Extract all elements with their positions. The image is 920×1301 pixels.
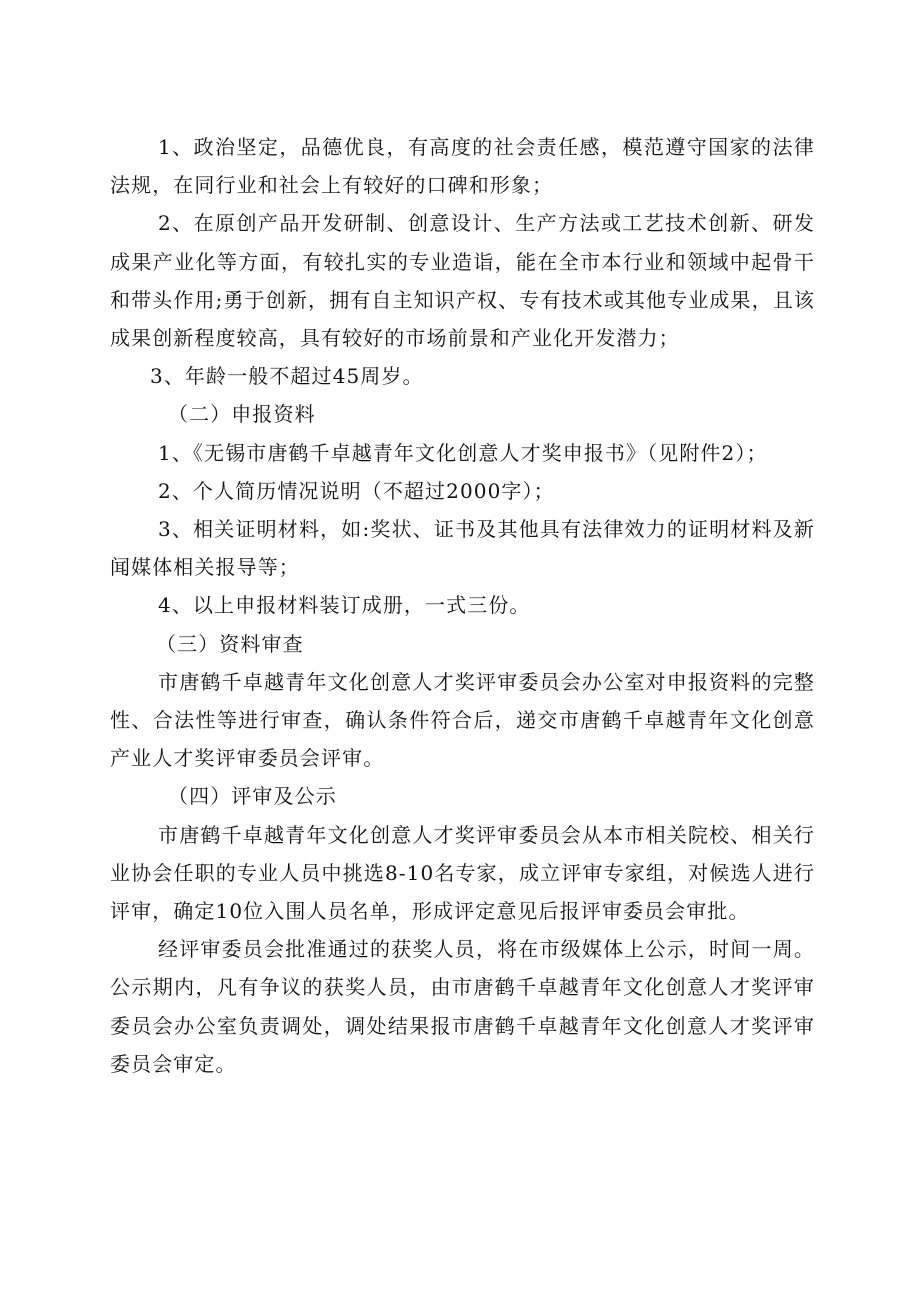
material-3-paragraph: 3、相关证明材料，如:奖状、证书及其他具有法律效力的证明材料及新闻媒体相关报导等；	[110, 517, 815, 580]
section-heading-document-review: （三）资料审查	[156, 631, 304, 656]
material-4-paragraph: 4、以上申报材料装订成册，一式三份。	[158, 593, 531, 618]
section-heading-evaluation-publicity: （四）评审及公示	[168, 784, 337, 809]
publicity-paragraph: 经评审委员会批准通过的获奖人员，将在市级媒体上公示，时间一周。公示期内，凡有争议的获奖人员，由市唐鹤千卓越青年文化创意人才奖评审委员会办公室负责调处，调处结果报市唐鹤千卓越青年文化创意人才奖评审委员会审定。	[110, 937, 815, 1076]
document-body	[110, 128, 815, 1083]
criterion-1-paragraph: 1、政治坚定，品德优良，有高度的社会责任感，模范遵守国家的法律法规，在同行业和社会上有较好的口碑和形象；	[110, 135, 815, 198]
criterion-2-paragraph: 2、在原创产品开发研制、创意设计、生产方法或工艺技术创新、研发成果产业化等方面，有较扎实的专业造诣，能在全市本行业和领域中起骨干和带头作用;勇于创新，拥有自主知识产权、专有技术或其他专业成果，且该成果创新程度较高，具有较好的市场前景和产业化开发潜力；	[110, 211, 815, 351]
criterion-3-paragraph: 3、年龄一般不超过45周岁。	[150, 364, 424, 389]
review-paragraph: 市唐鹤千卓越青年文化创意人才奖评审委员会办公室对申报资料的完整性、合法性等进行审查，确认条件符合后，递交市唐鹤千卓越青年文化创意产业人才奖评审委员会评审。	[110, 669, 815, 771]
evaluation-paragraph: 市唐鹤千卓越青年文化创意人才奖评审委员会从本市相关院校、相关行业协会任职的专业人员中挑选8-10名专家，成立评审专家组，对候选人进行评审，确定10位入围人员名单，形成评定意见后报评审委员会审批。	[110, 822, 815, 924]
section-heading-application-materials: （二）申报资料	[168, 402, 316, 427]
material-1-paragraph: 1、《无锡市唐鹤千卓越青年文化创意人才奖申报书》（见附件2）；	[158, 440, 768, 465]
material-2-paragraph: 2、个人简历情况说明（不超过2000字）；	[158, 478, 555, 503]
